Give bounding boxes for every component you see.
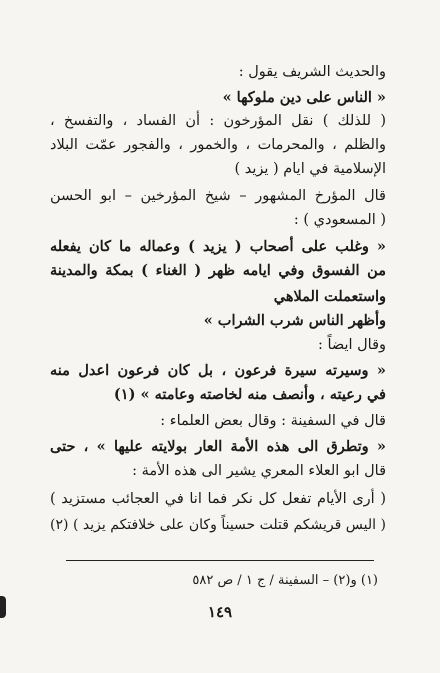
text-line: قال المؤرخ المشهور – شيخ المؤرخين – ابو الحسن <box>50 188 386 204</box>
quote-line: « وتطرق الى هذه الأمة العار بولايته عليها » ، حتى <box>50 438 386 455</box>
text-line: قال في السفينة : وقال بعض العلماء : <box>160 413 386 429</box>
quote-line: في رعيته ، وأنصف منه لخاصته وعامته » (١) <box>113 386 386 403</box>
page-number: ١٤٩ <box>207 603 233 621</box>
text-line: وقال ايضاً : <box>317 337 386 353</box>
quote-line: من الفسوق وفي ايامه ظهر ( الغناء ) بمكة والمدينة <box>50 262 386 279</box>
quote-line: واستعملت الملاهي <box>273 288 386 305</box>
quote-line: « وسيرته سيرة فرعون ، بل كان فرعون اعدل منه <box>50 362 386 379</box>
text-line: والظلم ، والمحرمات ، والخمور ، والفجور عمّت البلاد <box>50 137 386 153</box>
text-line: قال ابو العلاء المعري يشير الى هذه الأمة : <box>132 463 386 479</box>
quote-line: « وغلب على أصحاب ( يزيد ) وعماله ما كان يفعله <box>50 238 386 255</box>
footnote-divider <box>66 560 374 561</box>
binding-mark <box>0 596 6 618</box>
text-line: والحديث الشريف يقول : <box>238 64 386 80</box>
hadith-quote: « الناس على دين ملوكها » <box>222 89 386 106</box>
poem-verse: ( اليس قريشكم قتلت حسيناً وكان على خلافتكم يزيد ) (٢) <box>50 517 386 533</box>
text-line: الإسلامية في ايام ( يزيد ) <box>234 161 386 177</box>
quote-line: وأظهر الناس شرب الشراب » <box>203 312 386 329</box>
text-line: ( المسعودي ) : <box>293 212 386 228</box>
poem-verse: ( أرى الأيام تفعل كل نكر فما انا في العجائب مستزيد ) <box>50 491 386 507</box>
text-line: ( للذلك ) نقل المؤرخون : أن الفساد ، والتفسخ ، <box>50 113 386 129</box>
footnote: (١) و(٢) – السفينة / ج ١ / ص ٥٨٢ <box>192 573 378 588</box>
